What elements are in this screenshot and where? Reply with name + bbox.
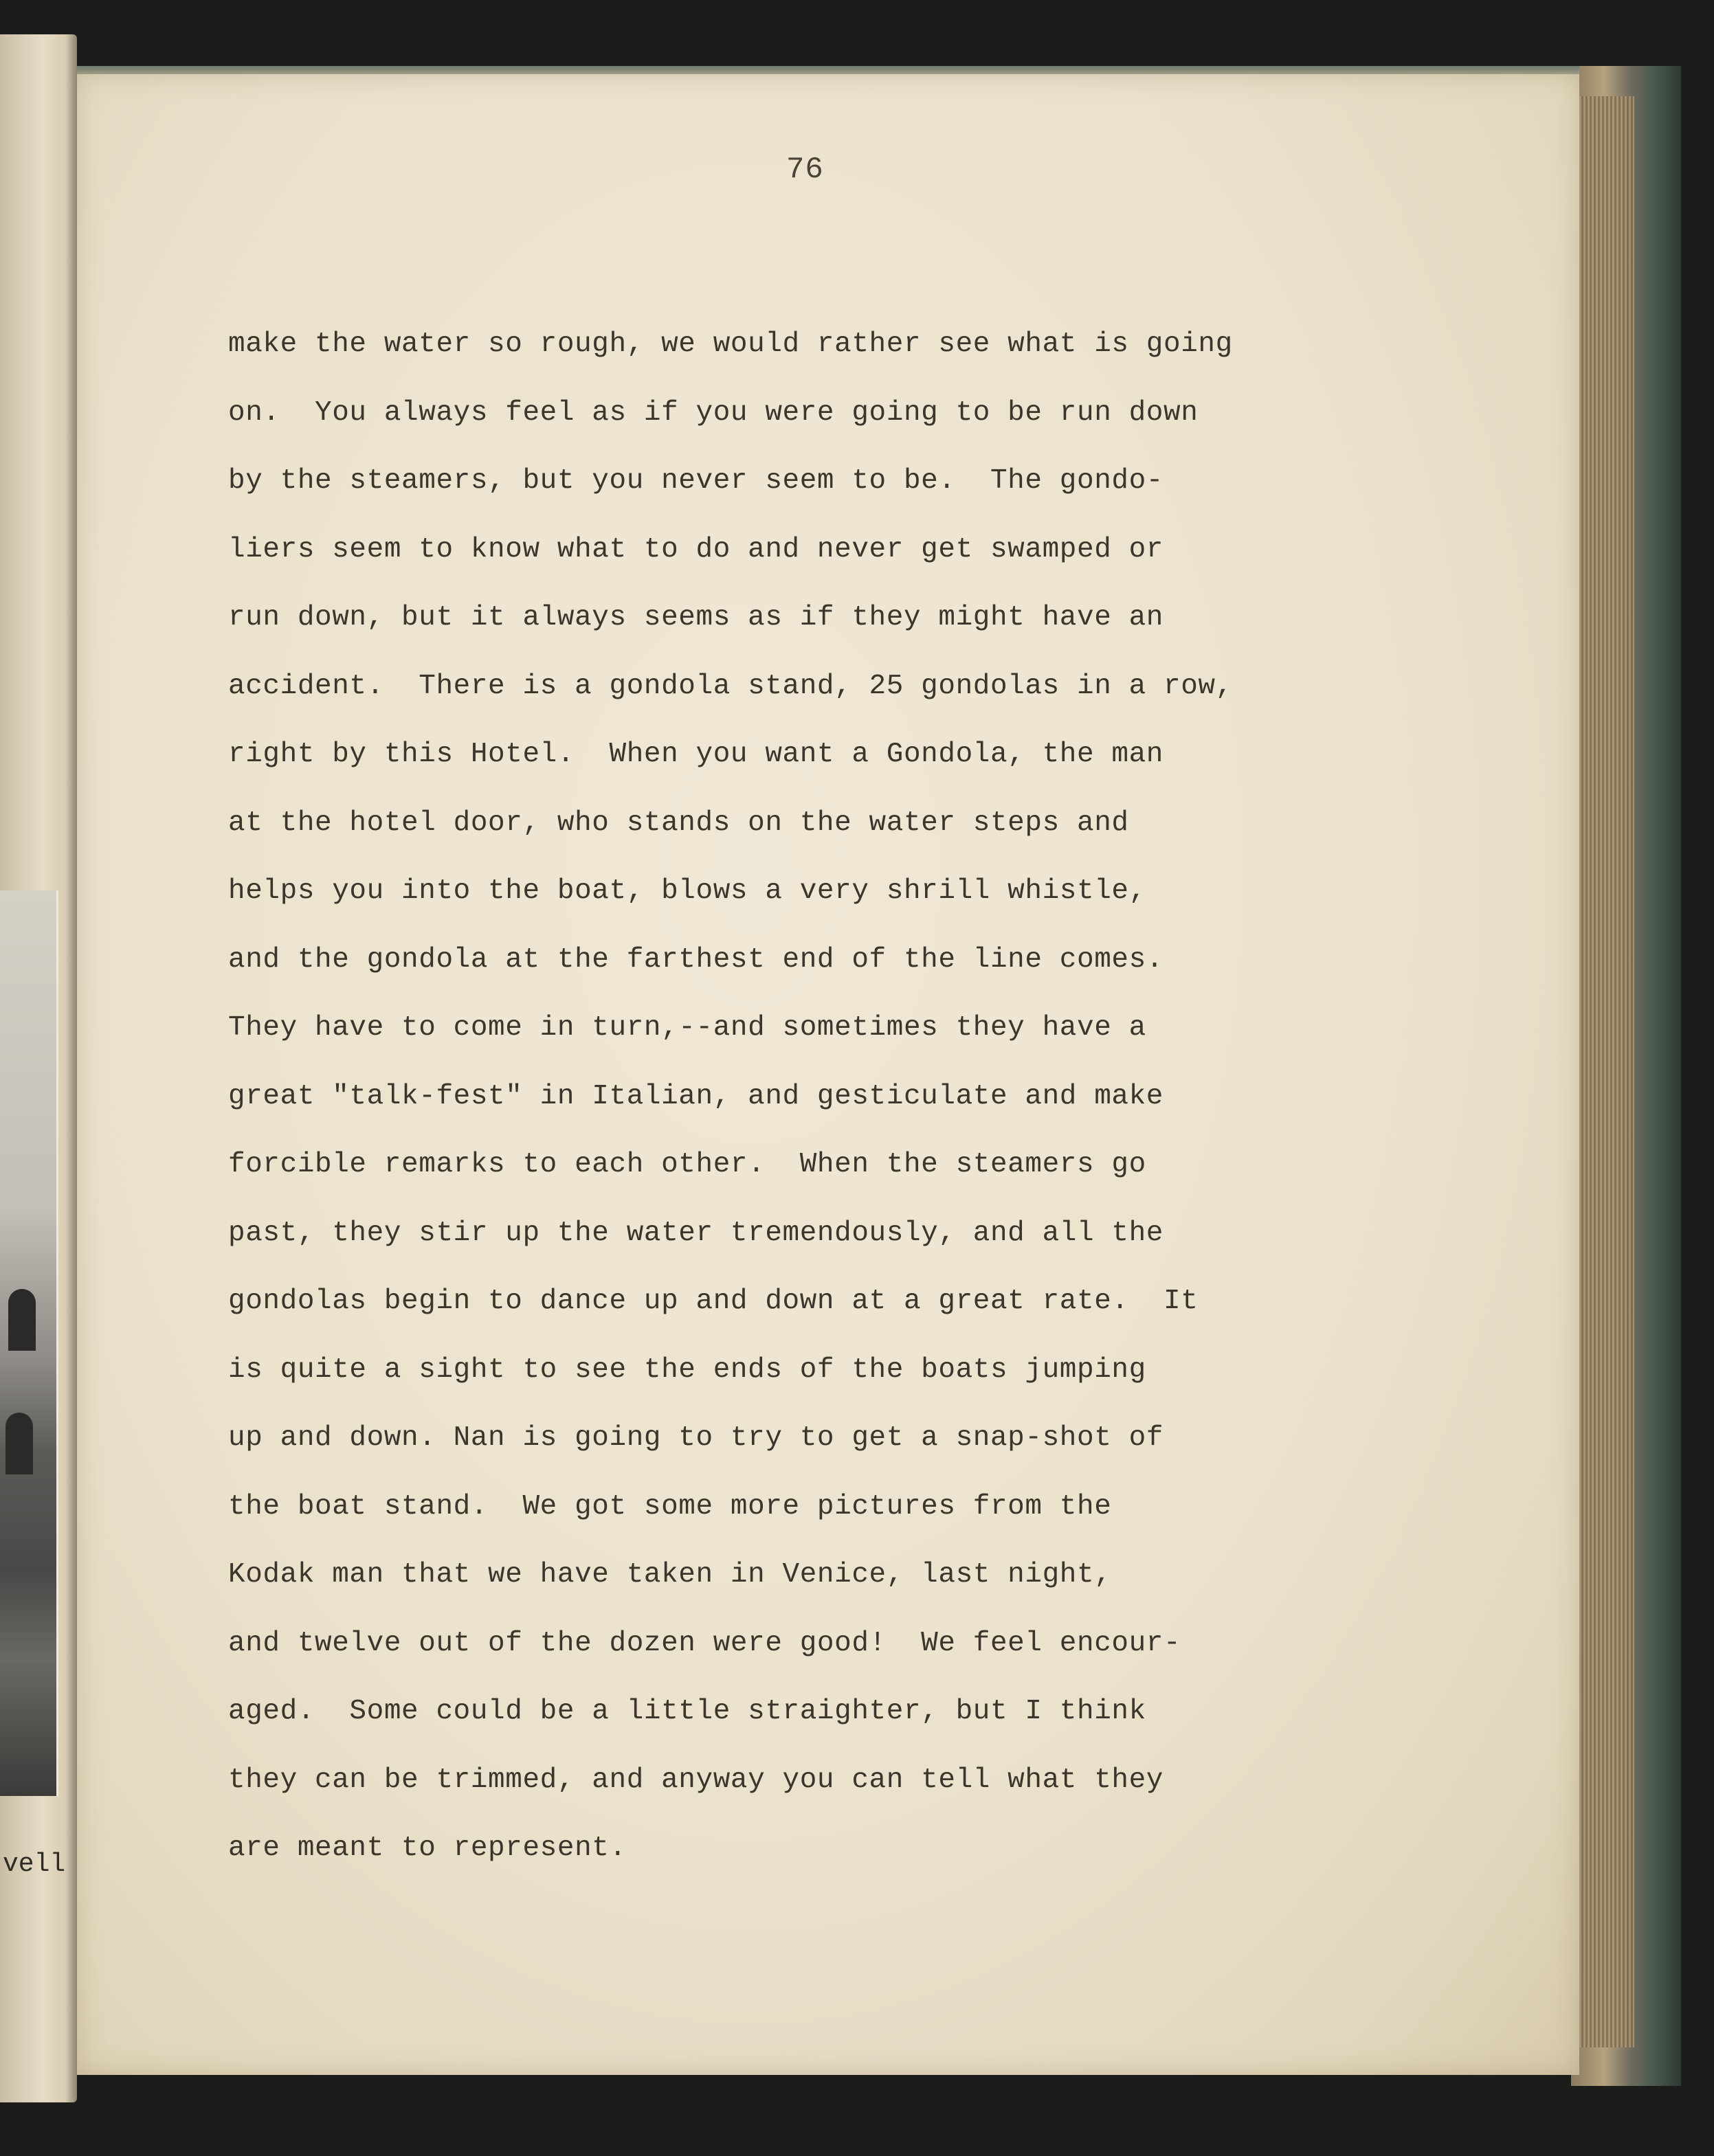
text-line: right by this Hotel. When you want a Gondola, the man — [228, 739, 1164, 770]
text-line: is quite a sight to see the ends of the boats jumping — [228, 1354, 1146, 1386]
text-line: run down, but it always seems as if they might have an — [228, 602, 1164, 633]
text-line: they can be trimmed, and anyway you can tell what they — [228, 1764, 1164, 1796]
text-line: forcible remarks to each other. When the steamers go — [228, 1149, 1146, 1180]
text-line: past, they stir up the water tremendously, and all the — [228, 1217, 1164, 1249]
text-line: are meant to represent. — [228, 1832, 627, 1864]
text-line: by the steamers, but you never seem to be. The gondo- — [228, 465, 1164, 497]
text-line: make the water so rough, we would rather see what is going — [228, 328, 1233, 360]
photo-arch-detail — [8, 1289, 36, 1351]
text-line: accident. There is a gondola stand, 25 gondolas in a row, — [228, 670, 1233, 702]
facing-page-caption: vell — [3, 1850, 66, 1879]
page-number: 76 — [786, 153, 824, 187]
text-line: liers seem to know what to do and never get swamped or — [228, 533, 1164, 565]
page-block-edge — [1579, 96, 1634, 2047]
text-line: up and down. Nan is going to try to get a snap-shot of — [228, 1422, 1164, 1454]
text-line: and the gondola at the farthest end of the line comes. — [228, 943, 1164, 976]
facing-page-photo — [0, 890, 58, 1796]
text-line: great "talk-fest" in Italian, and gesticulate and make — [228, 1080, 1164, 1112]
text-line: helps you into the boat, blows a very shrill whistle, — [228, 875, 1146, 907]
text-line: and twelve out of the dozen were good! We feel encour- — [228, 1627, 1181, 1659]
text-line: They have to come in turn,--and sometimes they have a — [228, 1012, 1146, 1044]
text-line: at the hotel door, who stands on the water steps and — [228, 807, 1129, 839]
text-line: aged. Some could be a little straighter, but I think — [228, 1696, 1146, 1727]
text-line: the boat stand. We got some more pictures from the — [228, 1490, 1112, 1523]
text-line: Kodak man that we have taken in Venice, last night, — [228, 1559, 1112, 1591]
typed-text-body — [228, 322, 1465, 1894]
text-line: on. You always feel as if you were going to be run down — [228, 396, 1199, 429]
text-line: gondolas begin to dance up and down at a great rate. It — [228, 1285, 1199, 1317]
photo-arch-detail — [5, 1413, 33, 1474]
